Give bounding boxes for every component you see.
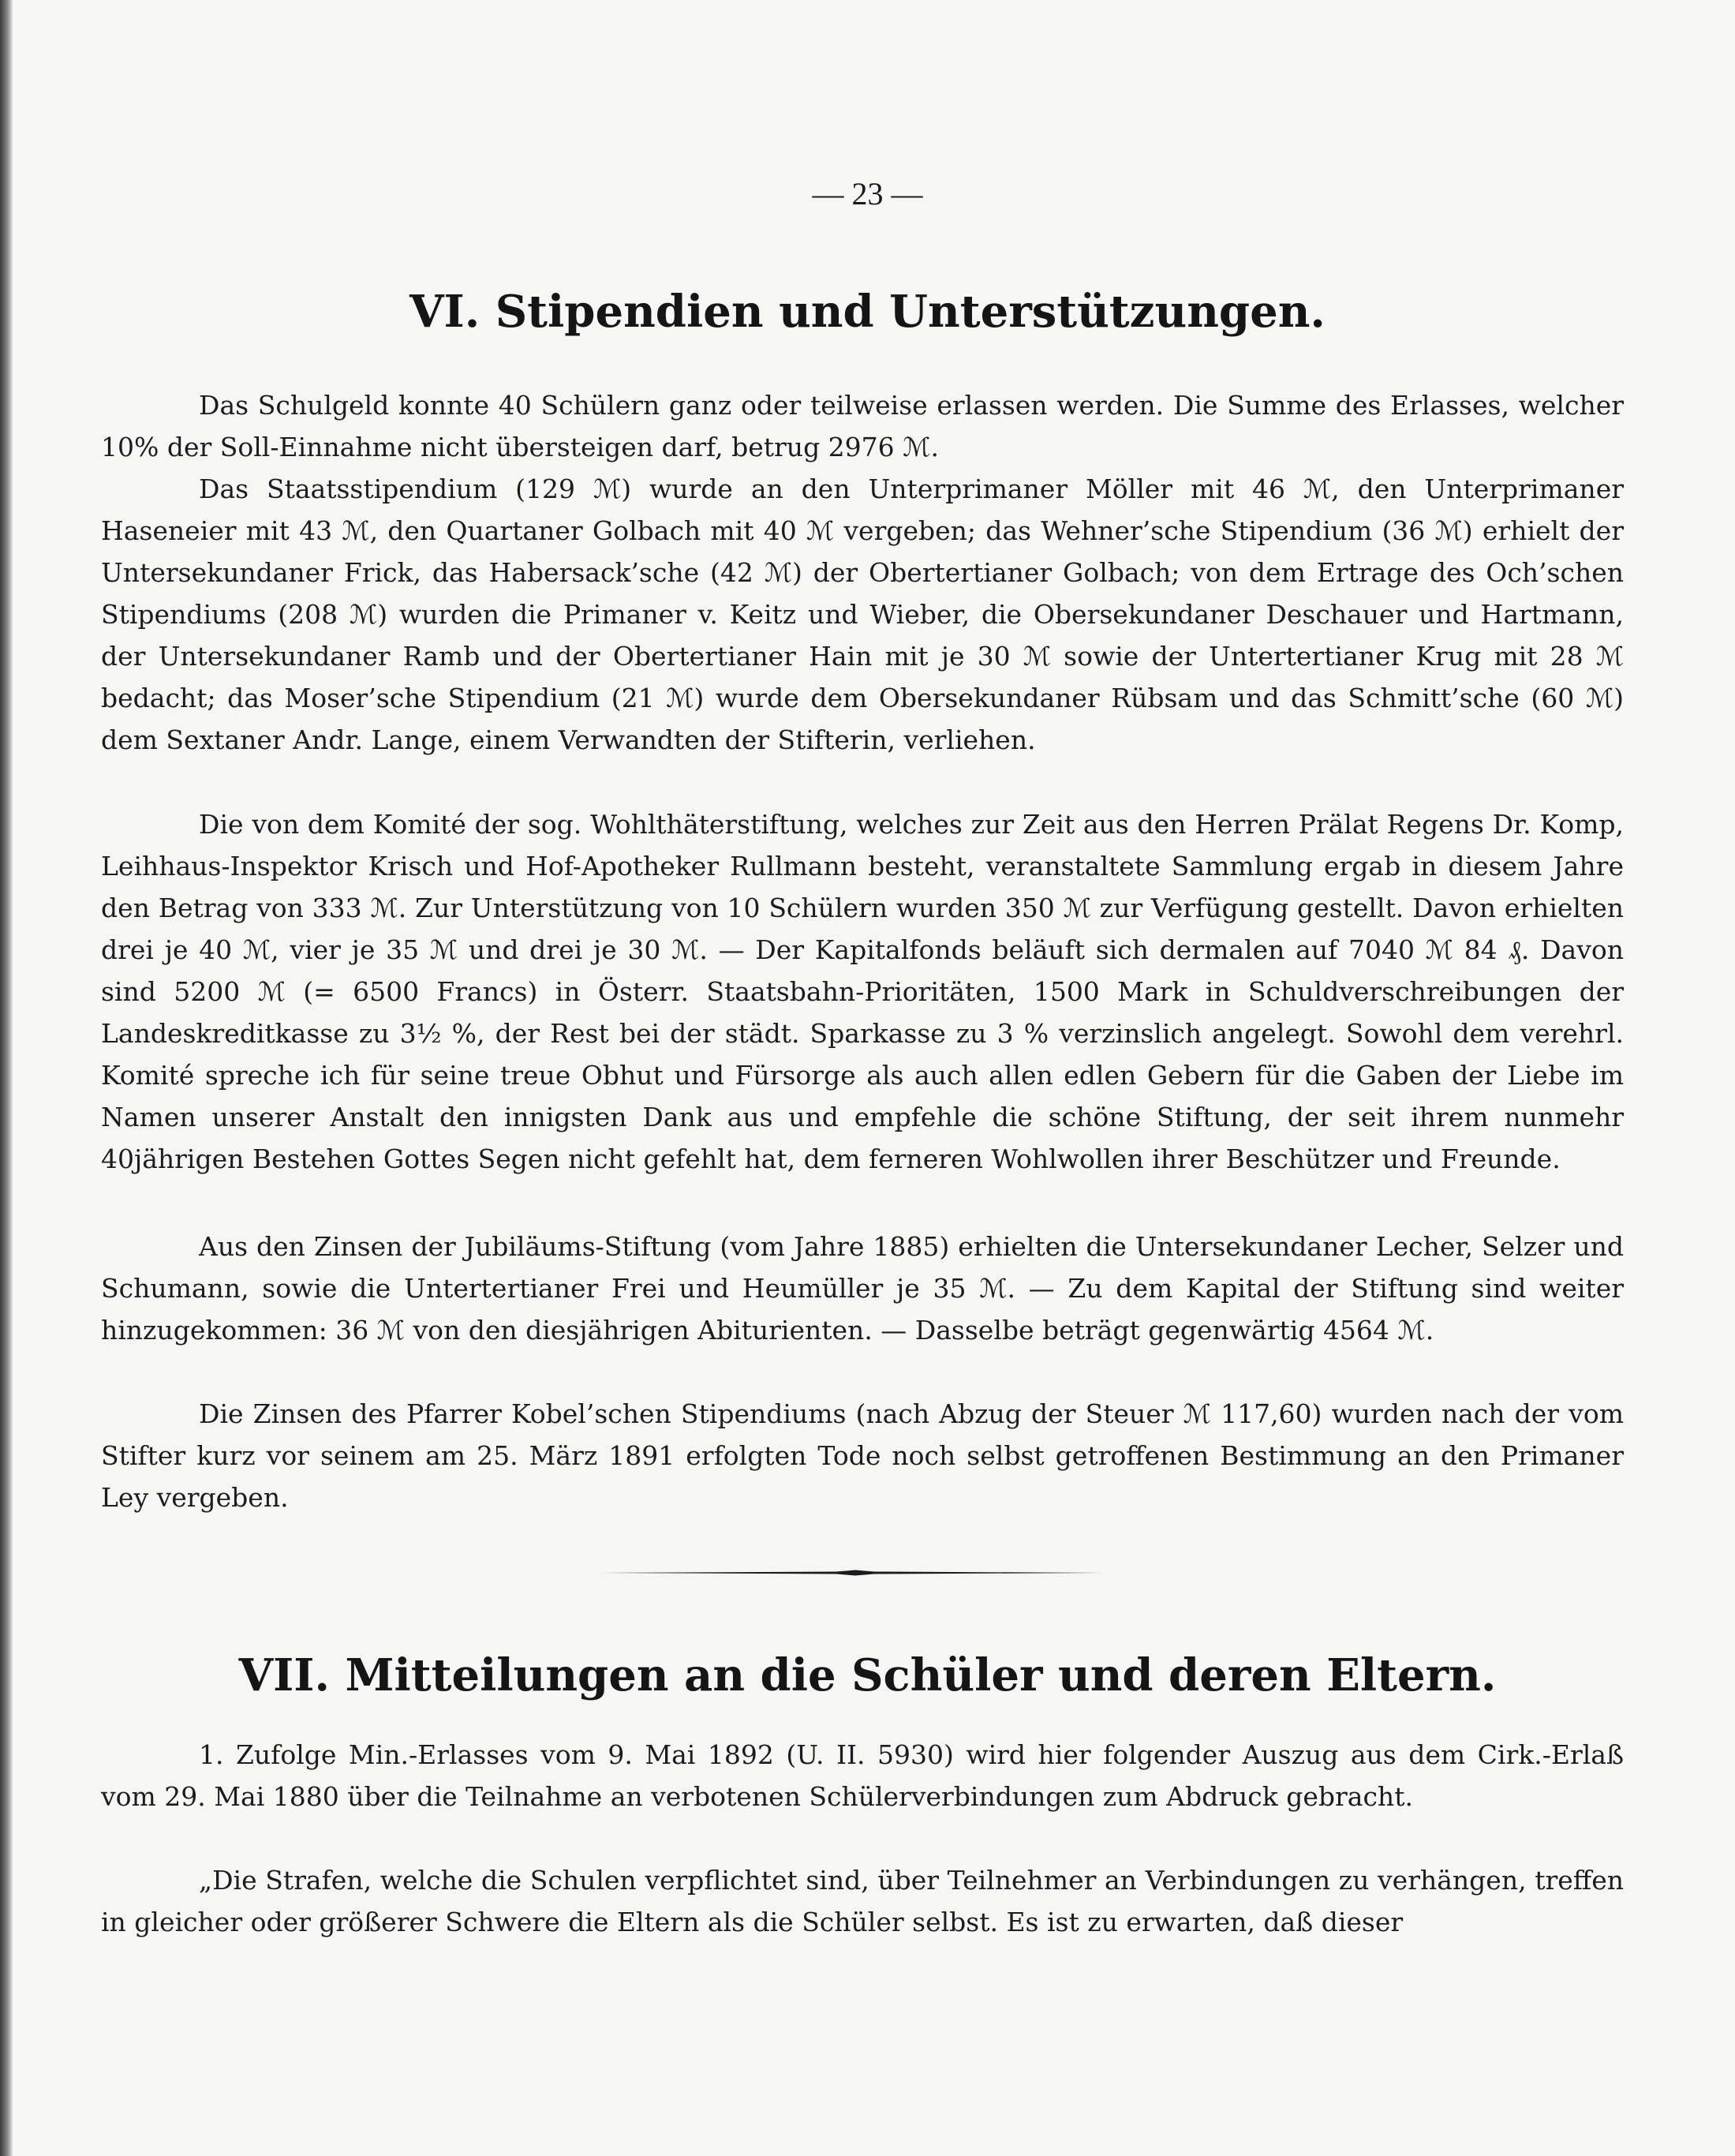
section-vii-paragraph-1: 1. Zufolge Min.-Erlasses vom 9. Mai 1892 (U. II. 5930) wird hier folgender Auszug aus dem Cirk.-Erlaß vom 29. Mai 1880 über die Teilnahme an verbotenen Schülerverbindungen zum Abdruck gebracht.: [101, 1739, 1624, 1812]
section-vi-paragraph-5: Die Zinsen des Pfarrer Kobel’schen Stipendiums (nach Abzug der Steuer ℳ 117,60) wurden nach der vom Stifter kurz vor seinem am 25. März 1891 erfolgten Tode noch selbst getroffenen Bestimmung an den Primaner Ley vergeben.: [101, 1398, 1624, 1513]
section-vi-paragraph-4: Aus den Zinsen der Jubiläums-Stiftung (vom Jahre 1885) erhielten die Untersekundaner Lecher, Selzer und Schumann, sowie die Untertertianer Frei und Heumüller je 35 ℳ. — Zu dem Kapital der Stiftung sind weiter hinzugekommen: 36 ℳ von den diesjährigen Abiturienten. — Dasselbe beträgt gegenwärtig 4564 ℳ.: [101, 1231, 1624, 1346]
section-vi-paragraph-2: Das Staatsstipendium (129 ℳ) wurde an den Unterprimaner Möller mit 46 ℳ, den Unterprimaner Haseneier mit 43 ℳ, den Quartaner Golbach mit 40 ℳ vergeben; das Wehner’sche Stipendium (36 ℳ) erhielt der Untersekundaner Frick, das Habersack’sche (42 ℳ) der Obertertianer Golbach; von dem Ertrage des Och’schen Stipendiums (208 ℳ) wurden die Primaner v. Keitz und Wieber, die Obersekundaner Deschauer und Hartmann, der Untersekundaner Ramb und der Obertertianer Hain mit je 30 ℳ sowie der Untertertianer Krug mit 28 ℳ bedacht; das Moser’sche Stipendium (21 ℳ) wurde dem Obersekundaner Rübsam und das Schmitt’sche (60 ℳ) dem Sextaner Andr. Lange, einem Verwandten der Stifterin, verliehen.: [101, 473, 1624, 755]
section-vii-heading: VII. Mitteilungen an die Schüler und deren Eltern.: [238, 1649, 1497, 1701]
page-number: — 23 —: [812, 176, 923, 211]
section-vi-paragraph-1: Das Schulgeld konnte 40 Schülern ganz oder teilweise erlassen werden. Die Summe des Erlasses, welcher 10% der Soll-Einnahme nicht übersteigen darf, betrug 2976 ℳ.: [101, 390, 1624, 462]
section-vi-heading: VI. Stipendien und Unterstützungen.: [409, 286, 1326, 338]
section-vii-paragraph-2: „Die Strafen, welche die Schulen verpflichtet sind, über Teilnehmer an Verbindungen zu verhängen, treffen in gleicher oder größerer Schwere die Eltern als die Schüler selbst. Es ist zu erwarten, daß dieser: [101, 1865, 1624, 1937]
section-divider: [600, 1569, 1111, 1577]
section-vi-paragraph-3: Die von dem Komité der sog. Wohlthäterstiftung, welches zur Zeit aus den Herren Prälat Regens Dr. Komp, Leihhaus-Inspektor Krisch und Hof-Apotheker Rullmann besteht, veranstaltete Sammlung ergab in diesem Jahre den Betrag von 333 ℳ. Zur Unterstützung von 10 Schülern wurden 350 ℳ zur Verfügung gestellt. Davon erhielten drei je 40 ℳ, vier je 35 ℳ und drei je 30 ℳ. — Der Kapitalfonds beläuft sich dermalen auf 7040 ℳ 84 ₰. Davon sind 5200 ℳ (= 6500 Francs) in Österr. Staatsbahn-Prioritäten, 1500 Mark in Schuldverschreibungen der Landeskreditkasse zu 3½ %, der Rest bei der städt. Sparkasse zu 3 % verzinslich angelegt. Sowohl dem verehrl. Komité spreche ich für seine treue Obhut und Fürsorge als auch allen edlen Gebern für die Gaben der Liebe im Namen unserer Anstalt den innigsten Dank aus und empfehle die schöne Stiftung, der seit ihrem nunmehr 40jährigen Bestehen Gottes Segen nicht gefehlt hat, dem ferneren Wohlwollen ihrer Beschützer und Freunde.: [101, 809, 1624, 1174]
